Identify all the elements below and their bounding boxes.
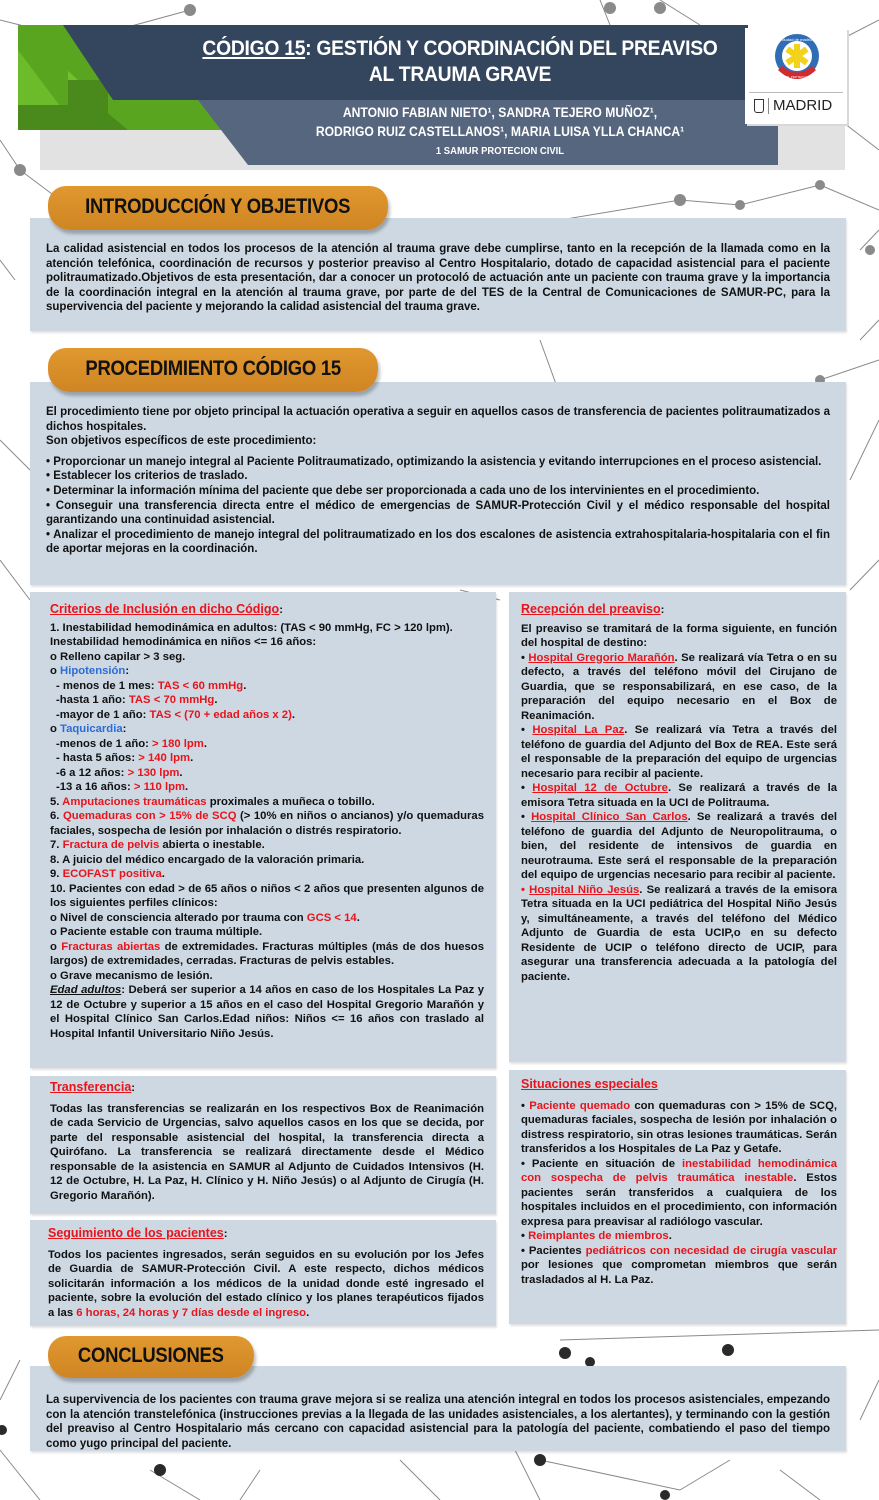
seguimiento-body (48, 1248, 484, 1321)
perfil-highlight: GCS < 14 (306, 911, 357, 924)
hipo-row-value: TAS < 60 mmHg (157, 679, 244, 692)
hipo-row (50, 693, 484, 708)
perfil-1 (50, 911, 484, 926)
bullet-o: o (50, 665, 61, 677)
authors-line2: RODRIGO RUIZ CASTELLANOS¹, MARIA LUISA YLLA CHANCA¹ (315, 124, 685, 139)
hospital-name: Hospital 12 de Octubre (532, 782, 668, 794)
criterio-relleno: o Relleno capilar > 3 seg. (50, 650, 186, 663)
especial-item (521, 1229, 837, 1244)
bullet: • (521, 651, 529, 664)
especial-highlight: Paciente quemado (529, 1099, 631, 1112)
especial-text: por lesiones que comprometan miembros que serán trasladados al H. La Paz. (521, 1259, 837, 1286)
especiales-heading: Situaciones especiales (521, 1077, 658, 1091)
hospital-name: Hospital Clínico San Carlos (531, 811, 688, 823)
hipo-row-value: TAS < 70 mmHg (128, 694, 215, 706)
criterio-text: abierta o inestable. (159, 839, 265, 851)
taqui-row-end: . (190, 752, 194, 764)
madrid-shield-icon (754, 99, 764, 113)
logo-text-top: ciudad de madrid (781, 37, 813, 42)
madrid-label: MADRID (773, 97, 833, 114)
criterio-1: 1. Inestabilidad hemodinámica en adultos: (TAS < 90 mmHg, FC > 120 lpm). (50, 621, 453, 634)
hospital-name: Hospital Niño Jesús (529, 883, 640, 896)
hipo-row (50, 679, 484, 694)
criterio-10: 10. Pacientes con edad > de 65 años o niños < 2 años que presenten algunos de los siguientes perfiles clínicos: (50, 882, 484, 909)
perfil-text: o Nivel de consciencia alterado por trauma con (50, 911, 307, 924)
seguimiento-colon: : (223, 1228, 228, 1240)
taqui-row (50, 780, 484, 795)
recepcion-heading: Recepción del preaviso (521, 602, 661, 616)
intro-heading: INTRODUCCIÓN Y OBJETIVOS (85, 195, 351, 218)
bullet: • (521, 1230, 529, 1242)
criterio-6 (50, 809, 484, 838)
hipo-row-end: . (214, 694, 218, 706)
hospital-item (521, 723, 837, 781)
especial-item (521, 1099, 837, 1157)
taquicardia-label: Taquicardia (60, 723, 123, 735)
taqui-row-value: > 110 lpm (133, 781, 186, 793)
procedure-para1: El procedimiento tiene por objeto principal la actuación operativa a seguir en aquellos casos de transferencia de pacientes politraumatizados a dichos hospitales. (46, 406, 830, 433)
bullet: • (521, 724, 533, 736)
intro-heading-ribbon (48, 186, 388, 230)
especial-highlight: pediátricos con necesidad de cirugía vascular (585, 1244, 838, 1257)
transferencia-heading: Transferencia (50, 1080, 132, 1094)
hospital-item (521, 883, 837, 985)
criterio-8: 8. A juicio del médico encargado de la valoración primaria. (50, 853, 365, 866)
perfil-4: o Grave mecanismo de lesión. (50, 969, 213, 982)
hospital-item (521, 810, 837, 883)
especial-text: . Estos pacientes serán transferidos a cualquiera de los hospitales incluidos en el procedimiento, con información expresa para preavisar al radiólogo vascular. (521, 1172, 837, 1228)
hospital-item (521, 781, 837, 810)
criterio-highlight: Fractura de pelvis (62, 839, 160, 851)
perfil-end: . (356, 911, 360, 924)
procedure-bullet: • Establecer los criterios de traslado. (46, 470, 248, 483)
conclusiones-body: La supervivencia de los pacientes con trauma grave mejora si se realiza una atención integral en todos los procesos asistenciales, empezando con la atención transtelefónica (instrucciones previas a la llegada de las unidades asistenciales, a los alertantes), y terminando con la gestión del preaviso al Centro Hospitalario más cercano con capacidad asistencial para la patología del paciente, combatiendo el paso del tiempo como yugo principal del paciente. (46, 1394, 830, 1450)
madrid-logo (752, 97, 844, 114)
seguimiento-text: Todos los pacientes ingresados, serán seguidos en su evolución por los Jefes de Guardia de SAMUR-Protección Civil. A este respecto, dichos médicos solicitarán información a los médicos de la unidad donde esté ingresado el paciente, sobre la evolución del estado clínico y los planes terapéuticos fijados a las (48, 1248, 484, 1319)
recepcion-intro: El preaviso se tramitará de la forma siguiente, en función del hospital de destino: (521, 622, 837, 649)
criterio-hipotension: o Hipotensión: (50, 665, 130, 677)
especial-highlight: Reimplantes de miembros (528, 1230, 669, 1242)
taqui-row (50, 737, 484, 752)
taqui-row-value: > 130 lpm (127, 766, 180, 779)
hipo-row-label: - menos de 1 mes: (56, 679, 158, 692)
criterio-end: . (161, 868, 165, 880)
authors (266, 103, 734, 141)
authors-line1: ANTONIO FABIAN NIETO¹, SANDRA TEJERO MUÑOZ¹, (342, 105, 658, 120)
seguimiento-highlight: 6 horas, 24 horas y 7 días desde el ingreso (76, 1306, 307, 1319)
taqui-row-end: . (185, 781, 189, 793)
madrid-separator (768, 98, 769, 114)
hipo-row-label: -hasta 1 año: (56, 694, 129, 706)
taqui-row-label: - hasta 5 años: (56, 752, 139, 764)
procedure-bullet: • Determinar la información mínima del paciente que debe ser proporcionada a cada uno de los intervinientes en el procedimiento. (46, 484, 760, 497)
perfil-3 (50, 940, 484, 969)
edad-text: : Deberá ser superior a 14 años en caso de los Hospitales La Paz y 12 de Octubre y superior a 15 años en el caso del Hospital Gregorio Marañón y el Hospital Clínico San Carlos.Edad niños: Niños <= 16 años con traslado al Hospital Infantil Universitario Niño Jesús. (50, 984, 484, 1040)
bullet: • (521, 782, 533, 794)
taqui-row (50, 766, 484, 781)
taqui-row-end: . (203, 737, 207, 750)
criterio-highlight: Quemaduras con > 15% de SCQ (62, 810, 237, 822)
hospital-text: . Se realizará a través de la emisora Tetra situada en la UCI de Politrauma. (521, 782, 837, 809)
criterio-text: proximales a muñeca o tobillo. (206, 795, 375, 808)
criterio-7 (50, 838, 484, 853)
taqui-row-value: > 180 lpm (152, 737, 204, 750)
hospital-text: . Se realizará a través del teléfono de guardia del Adjunto de Neuropolitrauma, o bien, del residente de intensivos de guardia en neurotrauma. Este será el responsable de la preparación del equipo de urgencias necesario para recibir al paciente. (521, 811, 837, 881)
samur-logo (772, 32, 822, 88)
criterio-num: 6. (50, 810, 63, 822)
criterio-highlight: ECOFAST positiva (62, 868, 162, 880)
hospital-text: . Se realizará vía Tetra o en su defecto, a través del teléfono móvil del Cirujano de Guardia, que se responsabilizará, en ese caso, de la preparación del equipo necesario en el Box de Reanimación. (521, 651, 837, 722)
conclusiones-heading-ribbon (48, 1336, 254, 1378)
hipo-row-label: -mayor de 1 año: (56, 708, 150, 721)
transferencia-colon: : (131, 1082, 136, 1094)
criterios-colon: : (279, 604, 283, 616)
seguimiento-content (48, 1226, 484, 1320)
criterio-ninos: Inestabilidad hemodinámica en niños <= 16 años: (50, 636, 317, 648)
perfil-text: de extremidades. Fracturas múltiples (más de dos huesos largos) de extremidades, cerradas. Fracturas de pelvis estables. (50, 940, 484, 967)
taqui-row-value: > 140 lpm (138, 752, 191, 764)
taqui-row (50, 751, 484, 766)
criterio-num: 5. (50, 795, 63, 808)
logo-divider (749, 92, 843, 93)
criterio-highlight: Amputaciones traumáticas (62, 795, 207, 808)
procedure-para2: Son objetivos específicos de este procedimiento: (46, 435, 317, 448)
criterio-5 (50, 795, 484, 810)
especial-highlight: inestabilidad hemodinámica con sospecha de pelvis traumática inestable (521, 1157, 837, 1184)
edad-label: Edad adultos (50, 984, 122, 996)
perfil-2: o Paciente estable con trauma múltiple. (50, 926, 263, 938)
edad-adultos (50, 983, 484, 1041)
recepcion-content (521, 602, 837, 984)
especial-end: . (668, 1230, 672, 1242)
criterios-content (50, 602, 484, 1041)
title-rest: : GESTIÓN Y COORDINACIÓN DEL PREAVISO (305, 37, 718, 60)
taqui-row-label: -menos de 1 año: (56, 737, 153, 750)
criterio-num: 7. (50, 839, 63, 851)
seguimiento-end: . (306, 1306, 310, 1319)
bullet-o: o (50, 940, 62, 953)
conclusiones-heading: CONCLUSIONES (78, 1344, 224, 1367)
title-line2: AL TRAUMA GRAVE (368, 63, 552, 86)
taqui-row-label: -6 a 12 años: (56, 766, 128, 779)
procedure-bullet: • Analizar el procedimiento de manejo integral del politraumatizado en los dos escalones de asistencia extrahospitalaria-hospitalaria con el fin de aportar mejoras en la coordinación. (46, 528, 830, 556)
bullet: • (521, 811, 532, 823)
bullet-o: o (50, 723, 61, 735)
hipotension-label: Hipotensión (60, 665, 126, 677)
recepcion-colon: : (660, 604, 665, 616)
bullet: • (521, 883, 530, 896)
hipo-row-end: . (291, 708, 295, 721)
procedure-heading: PROCEDIMIENTO CÓDIGO 15 (85, 357, 341, 380)
especial-item (521, 1157, 837, 1230)
especial-item (521, 1244, 837, 1288)
especiales-content (521, 1077, 837, 1287)
procedure-bullet: • Conseguir una transferencia directa entre el médico de emergencias de SAMUR-Protección Civil y el médico responsable del hospital garantizando una continuidad asistencial. (46, 499, 830, 527)
criterio-9 (50, 867, 484, 882)
perfil-highlight: Fracturas abiertas (61, 940, 161, 953)
seguimiento-heading: Seguimiento de los pacientes (48, 1226, 224, 1240)
procedure-bullet: • Proporcionar un manejo integral al Paciente Politraumatizado, optimizando la asistencia y evitando interrupciones en el proceso asistencial. (46, 455, 822, 468)
especial-text: • Paciente en situación de (521, 1157, 682, 1170)
title-code: CÓDIGO 15 (202, 37, 306, 60)
hipo-row (50, 708, 484, 723)
taqui-row-end: . (179, 766, 183, 779)
taqui-row-label: -13 a 16 años: (56, 781, 134, 793)
hospital-item (521, 651, 837, 724)
criterio-taquicardia: o Taquicardia: (50, 723, 127, 735)
hipo-row-end: . (243, 679, 247, 692)
logo-text-bottom: S.A.M.U.R. PROTECCION CIVIL (774, 75, 820, 79)
bullet: • (521, 1099, 530, 1112)
hospital-name: Hospital La Paz (532, 724, 625, 736)
transferencia-content (50, 1080, 484, 1203)
poster-title (193, 36, 727, 88)
transferencia-body: Todas las transferencias se realizarán en los respectivos Box de Reanimación de cada Servicio de Urgencias, salvo aquellos casos en los que se decida, por parte del responsable asistencial del hospital, la transferencia directa a Quirófano. La transferencia se realizará directamente desde el Médico responsable de la asistencia en SAMUR al Adjunto de Cuidados Intensivos (H. 12 de Octubre, H. La Paz, H. Clínico y H. Niño Jesús) o al Adjunto de Cirugía (H. Gregorio Marañón). (50, 1102, 484, 1202)
criterio-num: 9. (50, 868, 63, 880)
affiliation: 1 SAMUR PROTECION CIVIL (435, 145, 565, 157)
hospital-text: . Se realizará vía Tetra a través del teléfono de guardia del Adjunto del Box de REA. Este será el responsable de la preparación del equipo de urgencias necesario para recibir al paciente. (521, 724, 838, 780)
especial-text: • Pacientes (521, 1244, 586, 1257)
hospital-text: . Se realizará a través de la emisora Tetra situada en la UCI pediátrica del Hospital Niño Jesús y, simultáneamente, a través del teléfono del Médico Adjunto de Guardia de esta UCIP,o en su defecto Residente de UCIP o teléfono directo de UCIP, para asegurar una transferencia adecuada a la patología del paciente. (521, 883, 837, 983)
hospital-name: Hospital Gregorio Marañón (528, 651, 675, 664)
intro-body: La calidad asistencial en todos los procesos de la atención al trauma grave debe cumplirse, tanto en la recepción de la llamada como en la atención telefónica, coordinación de recursos y posterior preaviso al Centro Hospitalario, dotado de capacidad asistencial para el paciente politraumatizado.Objetivos de esta presentación, dar a conocer un protocoló de actuación ante un paciente con trauma grave y la importancia de la coordinación integral en la atención al trauma grave, por parte de del TES de la Central de Comunicaciones de SAMUR-PC, para la supervivencia del paciente y mejorando la calidad asistencial del trauma grave. (46, 243, 830, 314)
criterios-heading: Criterios de Inclusión en dicho Código (50, 602, 280, 616)
criterio-text: (> 10% en niños o ancianos) y/o quemaduras faciales, sospecha de lesión por inhalación o distrés respiratorio. (50, 810, 484, 837)
hipo-row-value: TAS < (70 + edad años x 2) (149, 708, 292, 721)
especial-text: con quemaduras con > 15% de SCQ, quemaduras faciales, sospecha de lesión por inhalación o distress respiratorio, sin otras lesiones traumáticas. Serán transferidos a los Hospitales de La Paz y Getafe. (521, 1099, 837, 1155)
procedure-body (46, 405, 830, 557)
procedure-heading-ribbon (48, 348, 378, 392)
